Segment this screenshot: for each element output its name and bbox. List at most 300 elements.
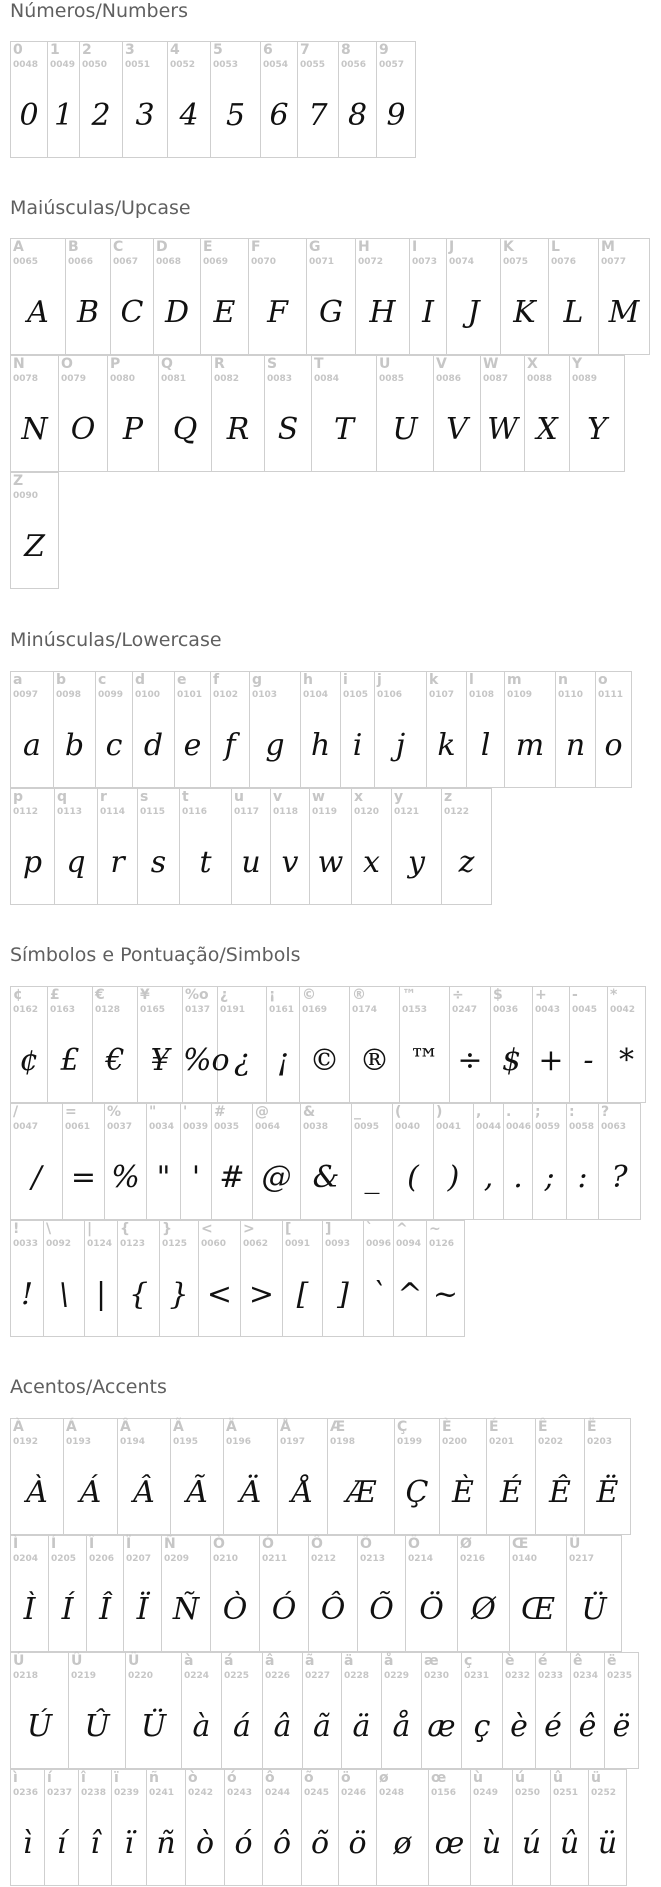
glyph-code-label: 0212 [311,1554,337,1564]
glyph-sample: Ü [581,1592,607,1627]
glyph-char-label: ® [352,987,366,1003]
glyph-char-label: f [213,672,220,688]
glyph-char-label: ? [601,1104,610,1120]
glyph-cell [168,42,211,158]
glyph-char-label: m [507,672,522,688]
glyph-char-label: j [377,672,382,688]
glyph-char-label: w [312,789,325,805]
glyph-cell [160,1221,199,1337]
glyph-sample: q [66,845,86,880]
glyph-code-label: 0165 [140,1005,166,1015]
glyph-sample: @ [261,1160,292,1195]
glyph-cell [442,789,492,905]
glyph-char-label: \ [46,1221,52,1237]
glyph-cell [133,672,175,788]
glyph-char-label: J [449,239,455,255]
glyph-char-label: x [354,789,364,805]
glyph-cell [147,1770,186,1886]
glyph-code-label: 0123 [120,1239,146,1249]
glyph-cell [596,672,632,788]
glyph-char-label: D [156,239,168,255]
glyph-cell [105,1104,147,1220]
glyph-sample: Ë [596,1475,619,1510]
glyph-cell [440,1419,487,1535]
glyph-code-label: 0114 [100,807,126,817]
glyph-sample: y [408,845,425,880]
glyph-code-label: 0205 [51,1554,77,1564]
glyph-sample: 0 [19,98,39,133]
glyph-sample: x [363,845,380,880]
glyph-cell [183,987,230,1103]
glyph-cell [342,1653,382,1769]
glyph-cell [69,1653,126,1769]
glyph-code-label: 0105 [343,690,369,700]
glyph-char-label: B [68,239,79,255]
glyph-sample: m [515,728,545,763]
glyph-sample: I [422,295,434,330]
glyph-code-label: 0066 [68,257,94,267]
glyph-cell [11,1770,45,1886]
glyph-char-label: E [203,239,213,255]
glyph-char-label: ç [464,1653,473,1669]
glyph-code-label: 0107 [429,690,455,700]
glyph-code-label: 0238 [81,1788,107,1798]
glyph-cell [434,356,481,472]
glyph-cell [392,789,442,905]
glyph-code-label: 0051 [125,60,151,70]
glyph-cell [504,1104,533,1220]
glyph-cell [283,1221,323,1337]
glyph-sample: â [273,1709,292,1744]
glyph-code-label: 0056 [341,60,367,70]
glyph-char-label: % [107,1104,122,1120]
glyph-cell [267,987,300,1103]
glyph-sample: g [265,728,285,763]
glyph-code-label: 0245 [304,1788,330,1798]
glyph-sample: Ã [186,1475,208,1510]
glyph-sample: ® [359,1043,390,1078]
glyph-sample: h [310,728,331,763]
glyph-code-label: 0243 [227,1788,253,1798]
glyph-code-label: 0050 [82,60,108,70]
glyph-char-label: q [57,789,68,805]
glyph-char-label: : [569,1104,575,1120]
glyph-char-label: T [314,356,324,372]
glyph-code-label: 0033 [13,1239,39,1249]
glyph-char-label: ú [515,1770,525,1786]
glyph-char-label: Ø [460,1536,472,1552]
glyph-sample: l [480,728,491,763]
glyph-sample: û [559,1826,580,1861]
glyph-char-label: ë [607,1653,617,1669]
glyph-sample: %o [183,1043,230,1078]
glyph-char-label: Ê [538,1419,548,1435]
glyph-char-label: A [13,239,24,255]
glyph-cell [186,1770,225,1886]
glyph-code-label: 0086 [436,374,462,384]
glyph-code-label: 0162 [13,1005,39,1015]
glyph-cell [585,1419,631,1535]
glyph-cell [536,1419,585,1535]
glyph-char-label: ] [325,1221,332,1237]
glyph-sample: î [90,1826,100,1861]
glyph-cell [350,987,400,1103]
glyph-row [10,41,416,158]
glyph-code-label: 0098 [56,690,82,700]
glyph-sample: Î [99,1592,111,1627]
glyph-sample: Õ [369,1592,394,1627]
glyph-sample: à [192,1709,211,1744]
glyph-code-label: 0196 [226,1437,252,1447]
glyph-cell [48,987,93,1103]
glyph-char-label: ) [436,1104,443,1120]
glyph-code-label: 0252 [591,1788,617,1798]
glyph-cell [11,1221,44,1337]
glyph-char-label: H [358,239,370,255]
glyph-code-label: 0201 [489,1437,515,1447]
glyph-code-label: 0209 [164,1554,190,1564]
glyph-code-label: 0117 [234,807,260,817]
glyph-code-label: 0091 [285,1239,311,1249]
glyph-sample: o [604,728,623,763]
glyph-sample: W [487,412,518,447]
glyph-char-label: 0 [13,42,23,58]
glyph-char-label: ø [379,1770,389,1786]
glyph-char-label: ö [341,1770,351,1786]
glyph-sample: Ó [271,1592,297,1627]
glyph-cell [201,239,249,355]
glyph-char-label: W [483,356,499,372]
glyph-row [10,1103,641,1220]
glyph-cell [556,672,596,788]
glyph-sample: N [21,412,48,447]
glyph-char-label: ™ [402,987,416,1003]
glyph-code-label: 0214 [408,1554,434,1564]
glyph-cell [224,1419,278,1535]
glyph-code-label: 0231 [464,1671,490,1681]
glyph-code-label: 0163 [50,1005,76,1015]
glyph-code-label: 0169 [302,1005,328,1015]
glyph-cell [328,1419,395,1535]
glyph-char-label: & [303,1104,316,1120]
glyph-sample: © [309,1043,340,1078]
glyph-sample: œ [434,1826,465,1861]
glyph-char-label: Ó [262,1536,274,1552]
glyph-char-label: â [265,1653,275,1669]
glyph-code-label: 0119 [312,807,338,817]
glyph-cell [567,1536,622,1652]
glyph-sample: i [352,728,363,763]
glyph-sample: ^ [397,1277,423,1312]
glyph-sample: Œ [520,1592,556,1627]
glyph-code-label: 0054 [263,60,289,70]
glyph-cell [118,1419,171,1535]
glyph-cell [608,987,646,1103]
glyph-code-label: 0088 [527,374,553,384]
glyph-char-label: %o [185,987,209,1003]
glyph-sample: S [277,412,299,447]
glyph-cell [427,1221,465,1337]
glyph-cell [11,1653,69,1769]
glyph-char-label: I [412,239,418,255]
glyph-char-label: ¿ [220,987,229,1003]
glyph-sample: E [213,295,236,330]
glyph-char-label: ã [305,1653,315,1669]
glyph-code-label: 0099 [98,690,124,700]
glyph-cell [11,42,48,158]
glyph-cell [55,789,98,905]
glyph-sample: ò [195,1826,215,1861]
glyph-row [10,1220,465,1337]
glyph-sample: Â [133,1475,155,1510]
glyph-cell [222,1653,263,1769]
glyph-cell [211,1536,260,1652]
glyph-row [10,1535,622,1652]
glyph-char-label: _ [354,1104,361,1120]
glyph-char-label: ¡ [269,987,276,1003]
glyph-code-label: 0241 [149,1788,175,1798]
glyph-code-label: 0069 [203,257,229,267]
glyph-cell [45,1770,79,1886]
glyph-char-label: 3 [125,42,135,58]
glyph-char-label: ; [535,1104,541,1120]
glyph-sample: 6 [269,98,289,133]
glyph-sample: < [206,1277,233,1312]
glyph-code-label: 0113 [57,807,83,817]
glyph-cell [382,1653,422,1769]
glyph-code-label: 0237 [47,1788,73,1798]
glyph-sample: Z [24,529,45,564]
section-title: Maiúsculas/Upcase [10,197,191,219]
glyph-code-label: 0230 [424,1671,450,1681]
glyph-cell [11,356,59,472]
glyph-sample: Ç [405,1475,429,1510]
glyph-row [10,472,59,589]
glyph-code-label: 0044 [476,1122,502,1132]
glyph-code-label: 0106 [377,690,403,700]
glyph-cell [491,987,533,1103]
glyph-sample: > [248,1277,275,1312]
glyph-code-label: 0047 [13,1122,39,1132]
glyph-cell [93,987,138,1103]
glyph-sample: å [392,1709,411,1744]
glyph-char-label: e [177,672,187,688]
glyph-char-label: Z [13,473,24,489]
glyph-cell [567,1104,599,1220]
glyph-char-label: > [243,1221,255,1237]
glyph-code-label: 0058 [569,1122,595,1132]
glyph-char-label: Ç [397,1419,408,1435]
glyph-char-label: ô [265,1770,275,1786]
glyph-char-label: n [558,672,568,688]
glyph-char-label: à [184,1653,194,1669]
glyph-code-label: 0073 [412,257,438,267]
glyph-char-label: Q [161,356,173,372]
glyph-char-label: 7 [300,42,310,58]
glyph-code-label: 0232 [505,1671,531,1681]
glyph-cell [182,1653,222,1769]
glyph-code-label: 0128 [95,1005,121,1015]
glyph-char-label: Â [120,1419,131,1435]
glyph-char-label: a [13,672,23,688]
glyph-char-label: | [87,1221,93,1237]
glyph-char-label: t [182,789,189,805]
glyph-sample: ? [611,1160,628,1195]
glyph-cell [599,1104,641,1220]
glyph-sample: 5 [225,98,246,133]
glyph-code-label: 0077 [601,257,627,267]
glyph-code-label: 0038 [303,1122,329,1132]
glyph-cell [85,1221,118,1337]
glyph-cell [533,987,570,1103]
glyph-sample: Ê [549,1475,571,1510]
glyph-sample: . [513,1160,523,1195]
glyph-char-label: 5 [213,42,223,58]
glyph-row [10,355,625,472]
glyph-char-label: ! [13,1221,20,1237]
glyph-char-label: k [429,672,439,688]
glyph-sample: ` [371,1277,386,1312]
glyph-cell [570,987,608,1103]
glyph-sample: U [392,412,418,447]
glyph-code-label: 0052 [170,60,196,70]
glyph-sample: Ò [222,1592,248,1627]
glyph-char-label: œ [431,1770,447,1786]
glyph-cell [79,1770,112,1886]
glyph-code-label: 0101 [177,690,203,700]
glyph-char-label: = [65,1104,77,1120]
glyph-cell [111,239,154,355]
glyph-char-label: @ [255,1104,269,1120]
glyph-cell [138,987,183,1103]
glyph-sample: v [281,845,299,880]
glyph-code-label: 0198 [330,1437,356,1447]
glyph-cell [147,1104,181,1220]
glyph-sample: [ [296,1277,309,1312]
glyph-char-label: 6 [263,42,273,58]
glyph-char-label: Á [66,1419,77,1435]
glyph-char-label: Æ [330,1419,346,1435]
glyph-code-label: 0075 [503,257,529,267]
glyph-cell [64,1419,118,1535]
glyph-cell [356,239,410,355]
glyph-char-label: € [95,987,105,1003]
glyph-code-label: 0156 [431,1788,457,1798]
glyph-code-label: 0068 [156,257,182,267]
glyph-char-label: õ [304,1770,314,1786]
glyph-code-label: 0060 [201,1239,227,1249]
glyph-sample: € [105,1043,125,1078]
glyph-sample: - [583,1043,594,1078]
glyph-cell [549,239,599,355]
glyph-char-label: ä [344,1653,354,1669]
glyph-char-label: < [201,1221,213,1237]
glyph-char-label: ~ [429,1221,441,1237]
glyph-cell [261,42,298,158]
glyph-sample: Q [172,412,198,447]
glyph-cell [395,1419,440,1535]
glyph-code-label: 0046 [506,1122,532,1132]
glyph-char-label: Ò [213,1536,225,1552]
glyph-cell [393,1104,434,1220]
glyph-code-label: 0203 [587,1437,613,1447]
glyph-cell [11,987,48,1103]
glyph-code-label: 0246 [341,1788,367,1798]
glyph-sample: ü [597,1826,618,1861]
glyph-char-label: Œ [512,1536,529,1552]
glyph-row [10,238,650,355]
glyph-char-label: Õ [360,1536,372,1552]
glyph-char-label: û [553,1770,563,1786]
glyph-char-label: F [251,239,261,255]
glyph-sample: + [538,1043,564,1078]
glyph-char-label: ó [227,1770,237,1786]
glyph-sample: f [224,728,236,763]
glyph-sample: Ú [26,1709,53,1744]
glyph-cell [199,1221,241,1337]
glyph-code-label: 0234 [573,1671,599,1681]
glyph-sample: z [458,845,475,880]
glyph-cell [310,789,352,905]
glyph-sample: O [70,412,96,447]
glyph-char-label: 9 [379,42,389,58]
glyph-char-label: ò [188,1770,198,1786]
glyph-code-label: 0053 [213,60,239,70]
glyph-cell [98,789,138,905]
glyph-char-label: y [394,789,404,805]
glyph-cell [307,239,356,355]
glyph-code-label: 0219 [71,1671,97,1681]
glyph-cell [309,1536,358,1652]
glyph-code-label: 0081 [161,374,187,384]
glyph-char-label: ü [591,1770,601,1786]
glyph-cell [525,356,570,472]
glyph-cell [271,789,310,905]
glyph-code-label: 0104 [303,690,329,700]
glyph-code-label: 0043 [535,1005,561,1015]
glyph-char-label: ' [183,1104,188,1120]
glyph-sample: ö [348,1826,367,1861]
glyph-char-label: o [598,672,608,688]
glyph-cell [66,239,111,355]
glyph-sample: ú [521,1826,542,1861]
glyph-sample: K [513,295,536,330]
glyph-sample: % [111,1160,140,1195]
glyph-code-label: 0071 [309,257,335,267]
glyph-char-label: c [98,672,107,688]
glyph-cell [474,1104,504,1220]
glyph-cell [241,1221,283,1337]
glyph-code-label: 0076 [551,257,577,267]
glyph-sample: ¡ [276,1043,290,1078]
glyph-sample: s [150,845,167,880]
glyph-sample: Å [291,1475,314,1510]
glyph-sample: ï [124,1826,134,1861]
glyph-code-label: 0120 [354,807,380,817]
glyph-cell [462,1653,503,1769]
glyph-code-label: 0095 [354,1122,380,1132]
glyph-code-label: 0096 [366,1239,392,1249]
glyph-cell [487,1419,536,1535]
glyph-char-label: G [309,239,321,255]
glyph-cell [11,473,59,589]
glyph-char-label: ñ [149,1770,159,1786]
glyph-sample: j [395,728,406,763]
glyph-cell [225,1770,263,1886]
glyph-code-label: 0115 [140,807,166,817]
glyph-sample: $ [501,1043,522,1078]
glyph-cell [551,1770,589,1886]
